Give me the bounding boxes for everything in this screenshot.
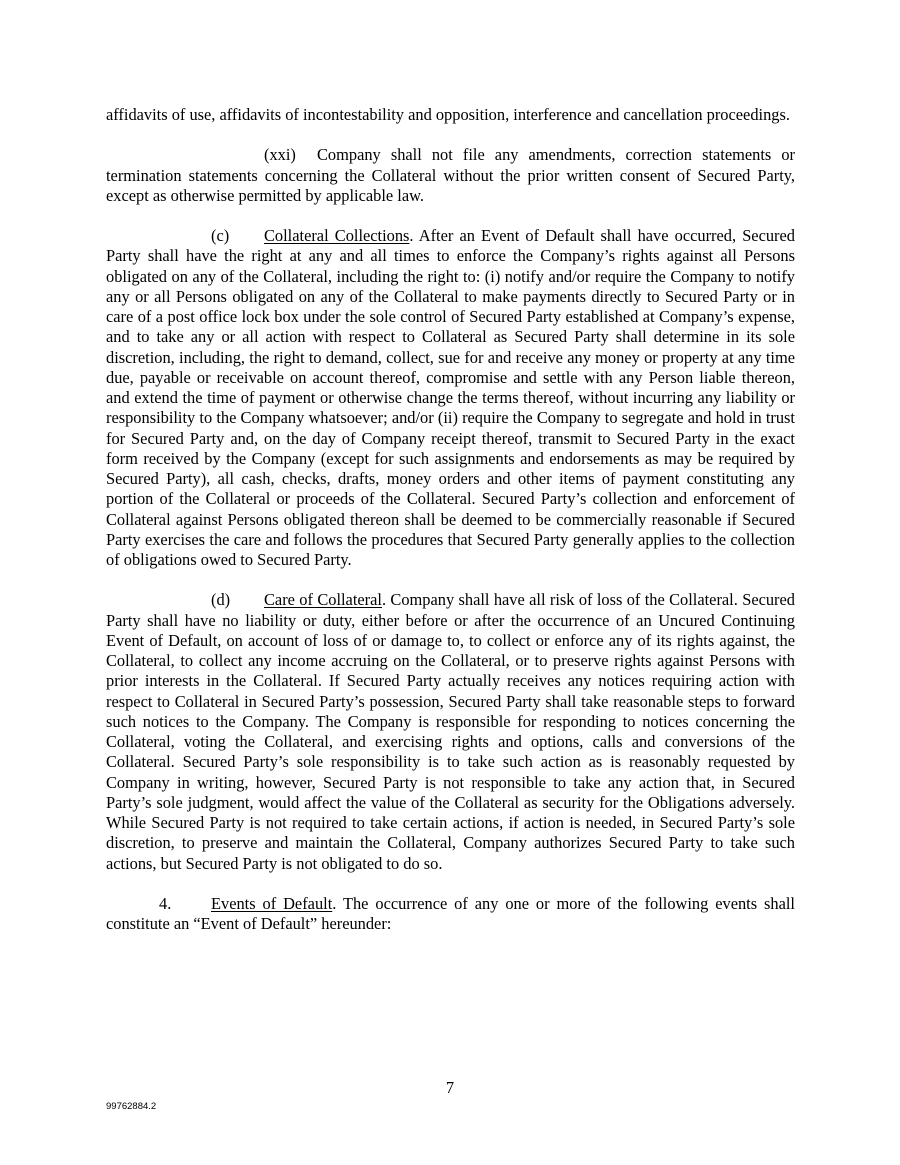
section-text: . The occurrence of any one or more of the following events shall constitute an “Event of Default” hereunder: — [106, 893, 795, 933]
paragraph-number: (d) — [211, 590, 231, 610]
page-number: 7 — [445, 1078, 455, 1097]
paragraph-heading: Care of Collateral — [264, 590, 382, 610]
section-4-events-of-default — [106, 894, 795, 935]
paragraph-text: Company shall not file any amendments, correction statements or termination statements concerning the Collateral without the prior written consent of Secured Party, except as otherwise permitted by applicable law. — [106, 145, 795, 205]
paragraph-xxi — [106, 145, 795, 206]
section-number: 4. — [159, 893, 172, 913]
paragraph-text: affidavits of use, affidavits of incontestability and opposition, interference and cancellation proceedings. — [106, 105, 790, 124]
paragraph-text: . Company shall have all risk of loss of the Collateral. Secured Party shall have no liability or duty, either before or after the occurrence of an Uncured Continuing Event of Default, on account of loss of or damage to, to collect or enforce any of its rights against, the Collateral, to collect any income accruing on the Collateral, or to preserve rights against Persons with prior interests in the Collateral. If Secured Party actually receives any notices requiring action with respect to Collateral in Secured Party’s possession, Secured Party shall take reasonable steps to forward such notices to the Company. The Company is responsible for responding to notices concerning the Collateral, voting the Collateral, and exercising rights and options, calls and conversions of the Collateral. Secured Party’s sole responsibility is to take such action as is reasonably requested by Company in writing, however, Secured Party is not responsible to take any action that, in Secured Party’s sole judgment, would affect the value of the Collateral as security for the Obligations adversely. While Secured Party is not required to take certain actions, if action is needed, in Secured Party’s sole discretion, to preserve and maintain the Collateral, Company authorizes Secured Party to take such actions, but Secured Party is not obligated to do so. — [106, 590, 795, 873]
paragraph-number: (c) — [211, 226, 230, 245]
paragraph-number: (xxi) — [264, 145, 296, 165]
document-body — [106, 105, 795, 934]
paragraph-text: . After an Event of Default shall have occurred, Secured Party shall have the right at any and all times to enforce the Company’s rights against all Persons obligated on any of the Collateral, including the right to: (i) notify and/or require the Company to notify any or all Persons obligated on any of the Collateral to make payments directly to Secured Party or in care of a post office lock box under the sole control of Secured Party established at Company’s expense, and to take any or all action with respect to Collateral as Secured Party shall determine in its sole discretion, including, the right to demand, collect, sue for and receive any money or property at any time due, payable or receivable on account thereof, compromise and settle with any Person liable thereon, and extend the time of payment or otherwise change the terms thereof, without incurring any liability or responsibility to the Company whatsoever; and/or (ii) require the Company to segregate and hold in trust for Secured Party and, on the day of Company receipt thereof, transmit to Secured Party in the exact form received by the Company (except for such assignments and endorsements as may be required by Secured Party), all cash, checks, drafts, money orders and other items of payment constituting any portion of the Collateral or proceeds of the Collateral. Secured Party’s collection and enforcement of Collateral against Persons obligated thereon shall be deemed to be commercially reasonable if Secured Party exercises the care and follows the procedures that Secured Party generally applies to the collection of obligations owed to Secured Party. — [106, 226, 795, 569]
section-heading: Events of Default — [211, 893, 333, 913]
paragraph-c-collateral-collections — [106, 226, 795, 570]
document-id: 99762884.2 — [106, 1101, 157, 1112]
paragraph-d-care-of-collateral — [106, 590, 795, 874]
paragraph-heading: Collateral Collections — [264, 226, 410, 245]
paragraph-continuation — [106, 105, 795, 125]
